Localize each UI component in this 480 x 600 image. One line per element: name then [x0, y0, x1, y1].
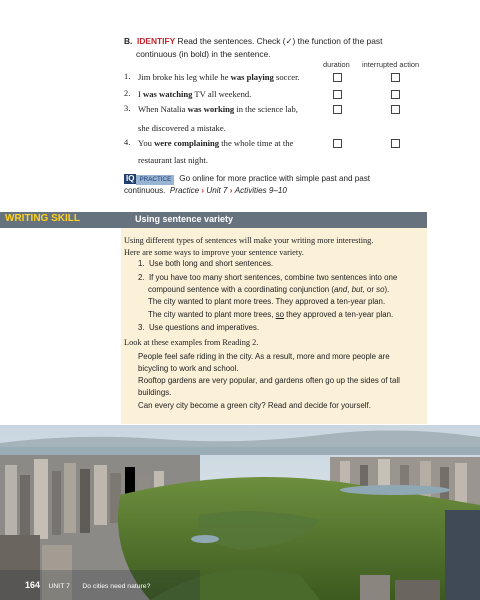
- row-number: 1.: [124, 72, 131, 81]
- example-1: People feel safe riding in the city. As a result, more and more people are bicycling to work and school.: [138, 352, 390, 373]
- checkbox-interrupted-1[interactable]: [391, 73, 400, 82]
- checkbox-interrupted-3[interactable]: [391, 105, 400, 114]
- unit-link[interactable]: Unit 7: [206, 186, 228, 195]
- row-number: 4.: [124, 138, 131, 147]
- unit-label: UNIT 7: [48, 583, 70, 590]
- sentence-row-3-continued: she discovered a mistake.: [138, 123, 226, 133]
- checkbox-duration-4[interactable]: [333, 139, 342, 148]
- checkbox-duration-2[interactable]: [333, 90, 342, 99]
- exercise-b-instructions: [124, 35, 424, 61]
- checkbox-duration-3[interactable]: [333, 105, 342, 114]
- online-practice-note: [124, 173, 424, 196]
- sentence-row-2: I was watching TV all weekend.: [138, 89, 252, 99]
- column-header-interrupted: interrupted action: [362, 60, 420, 69]
- example-combined-sentence: The city wanted to plant more trees, so they approved a ten-year plan.: [148, 310, 394, 319]
- iq-logo: IQ: [126, 174, 135, 183]
- practice-tag: PRACTICE: [136, 175, 174, 185]
- instruction-line-2: continuous (in bold) in the sentence.: [136, 49, 271, 59]
- example-2: Rooftop gardens are very popular, and gardens often go up the sides of tall buildings.: [138, 376, 400, 397]
- example-3: Can every city become a green city? Read and decide for yourself.: [138, 401, 371, 410]
- city-park-photo: [0, 425, 480, 600]
- practice-text-2: continuous.: [124, 186, 166, 195]
- checkbox-interrupted-4[interactable]: [391, 139, 400, 148]
- page-footer: [25, 575, 150, 593]
- activities-link[interactable]: Activities 9–10: [234, 186, 287, 195]
- example-short-sentences: The city wanted to plant more trees. They approved a ten-year plan.: [148, 297, 386, 306]
- practice-link[interactable]: Practice: [169, 186, 200, 195]
- sentence-row-4: You were complaining the whole time at the: [138, 138, 294, 148]
- unit-question: Do cities need nature?: [82, 583, 151, 590]
- writing-skill-header: [0, 212, 427, 228]
- writing-skill-subtitle: Using sentence variety: [135, 214, 234, 224]
- writing-skill-title: WRITING SKILL: [5, 213, 80, 224]
- writing-skill-intro: Using different types of sentences will make your writing more interesting. Here are some ways to improve your sentence variety.: [124, 236, 374, 257]
- list-item-3: 3. Use questions and imperatives.: [138, 323, 260, 332]
- row-number: 2.: [124, 89, 131, 98]
- list-item-2: 2. If you have too many short sentences, combine two sentences into one compound sentence with a coordinating conjunction (and, but, or so).: [138, 273, 398, 294]
- column-header-duration: duration: [323, 60, 350, 69]
- sentence-row-3: When Natalia was working in the science lab,: [138, 104, 298, 114]
- checkbox-duration-1[interactable]: [333, 73, 342, 82]
- chevron-right-icon: ›: [201, 186, 205, 195]
- instruction-line-1: Read the sentences. Check (✓) the function of the past: [177, 36, 383, 46]
- list-item-1: 1. Use both long and short sentences.: [138, 259, 274, 268]
- look-at-examples: Look at these examples from Reading 2.: [124, 338, 259, 347]
- sentence-row-1: Jim broke his leg while he was playing soccer.: [138, 72, 300, 82]
- page-number: 164: [25, 580, 41, 590]
- practice-text-1: Go online for more practice with simple past and past: [179, 174, 371, 183]
- chevron-right-icon: ›: [229, 186, 233, 195]
- checkbox-interrupted-2[interactable]: [391, 90, 400, 99]
- exercise-keyword: IDENTIFY: [137, 36, 176, 46]
- exercise-letter: B.: [124, 36, 133, 46]
- row-number: 3.: [124, 104, 131, 113]
- sentence-row-4-continued: restaurant last night.: [138, 155, 208, 165]
